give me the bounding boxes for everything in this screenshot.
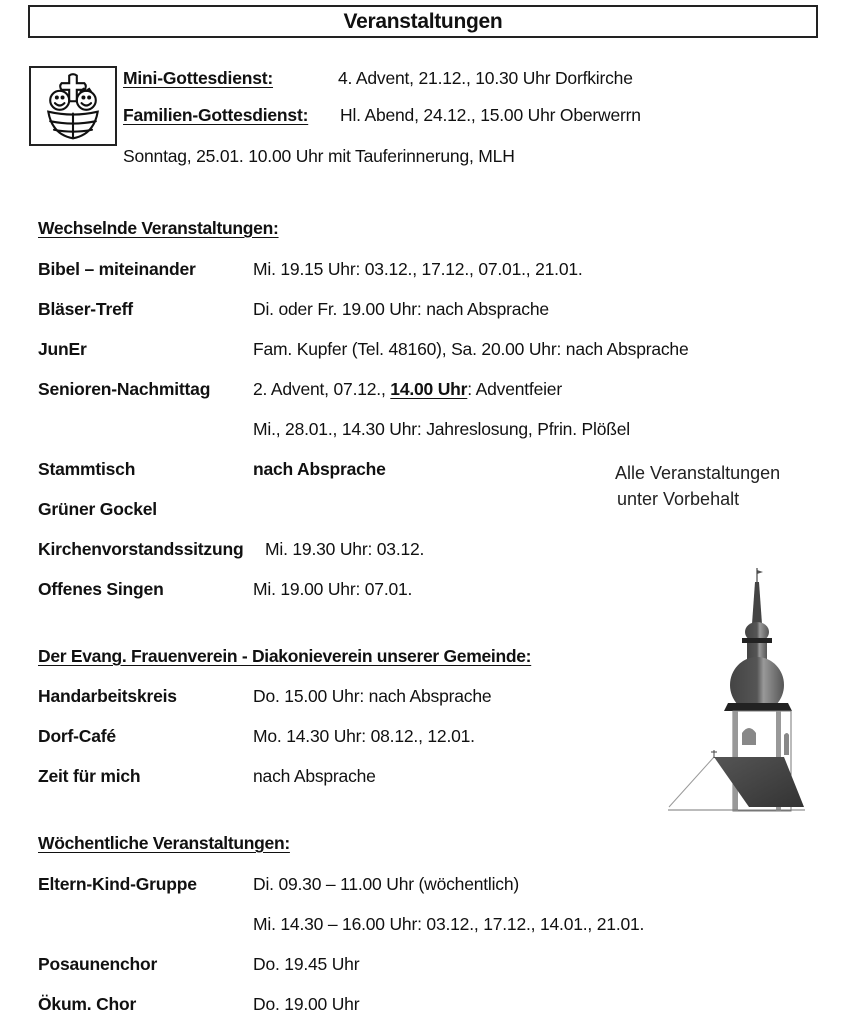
event-value: Do. 15.00 Uhr: nach Absprache [253, 686, 492, 706]
section-heading-frauenverein: Der Evang. Frauenverein - Diakonieverein unserer Gemeinde: [38, 646, 532, 666]
event-label: Dorf-Café [38, 726, 116, 746]
event-label: JunEr [38, 339, 87, 359]
event-value: nach Absprache [253, 459, 386, 479]
event-label: Ökum. Chor [38, 994, 137, 1014]
event-value: nach Absprache [253, 766, 376, 786]
event-label: Posaunenchor [38, 954, 158, 974]
note-line-1: Alle Veranstaltungen [615, 463, 781, 483]
event-value: Mi. 19.30 Uhr: 03.12. [265, 539, 425, 559]
event-value: Mi. 14.30 – 16.00 Uhr: 03.12., 17.12., 14.01., 21.01. [253, 914, 645, 934]
event-label: Grüner Gockel [38, 499, 157, 519]
page-title: Veranstaltungen [28, 5, 818, 38]
familien-gottesdienst-label: Familien-Gottesdienst: [123, 105, 309, 125]
familien-gottesdienst-row [123, 105, 308, 126]
mini-gottesdienst-row [123, 68, 273, 89]
children-cross-logo-icon [29, 66, 117, 146]
event-value: Mi. 19.15 Uhr: 03.12., 17.12., 07.01., 21.01. [253, 259, 583, 279]
event-value: Do. 19.00 Uhr [253, 994, 360, 1014]
event-label: Handarbeitskreis [38, 686, 177, 706]
event-value: Di. 09.30 – 11.00 Uhr (wöchentlich) [253, 874, 520, 894]
section-heading-wechselnde: Wechselnde Veranstaltungen: [38, 218, 279, 238]
event-label: Zeit für mich [38, 766, 141, 786]
church-tower-illustration [660, 560, 810, 815]
mini-gottesdienst-label: Mini-Gottesdienst: [123, 68, 274, 88]
event-label: Kirchenvorstandssitzung [38, 539, 244, 559]
section-heading-woechentlich: Wöchentliche Veranstaltungen: [38, 833, 290, 853]
event-label: Bibel – miteinander [38, 259, 196, 279]
event-value: Mi. 19.00 Uhr: 07.01. [253, 579, 413, 599]
event-value-pre: 2. Advent, 07.12., [253, 379, 391, 399]
event-value: Do. 19.45 Uhr [253, 954, 360, 974]
event-value: Mi., 28.01., 14.30 Uhr: Jahreslosung, Pfrin. Plößel [253, 419, 630, 439]
event-time-highlight: 14.00 Uhr [390, 379, 468, 399]
sonntag-line: Sonntag, 25.01. 10.00 Uhr mit Tauferinnerung, MLH [123, 146, 515, 166]
familien-gottesdienst-value: Hl. Abend, 24.12., 15.00 Uhr Oberwerrn [340, 105, 641, 125]
event-value [253, 379, 562, 400]
event-value-post: : Adventfeier [467, 379, 562, 399]
event-value: Di. oder Fr. 19.00 Uhr: nach Absprache [253, 299, 549, 319]
mini-gottesdienst-value: 4. Advent, 21.12., 10.30 Uhr Dorfkirche [338, 68, 633, 88]
event-label: Bläser-Treff [38, 299, 133, 319]
reservation-note [615, 458, 780, 514]
event-label: Eltern-Kind-Gruppe [38, 874, 197, 894]
event-value: Mo. 14.30 Uhr: 08.12., 12.01. [253, 726, 475, 746]
event-label: Senioren-Nachmittag [38, 379, 211, 399]
event-value: Fam. Kupfer (Tel. 48160), Sa. 20.00 Uhr: nach Absprache [253, 339, 689, 359]
note-line-2: unter Vorbehalt [617, 489, 740, 509]
event-label: Stammtisch [38, 459, 136, 479]
event-label: Offenes Singen [38, 579, 164, 599]
